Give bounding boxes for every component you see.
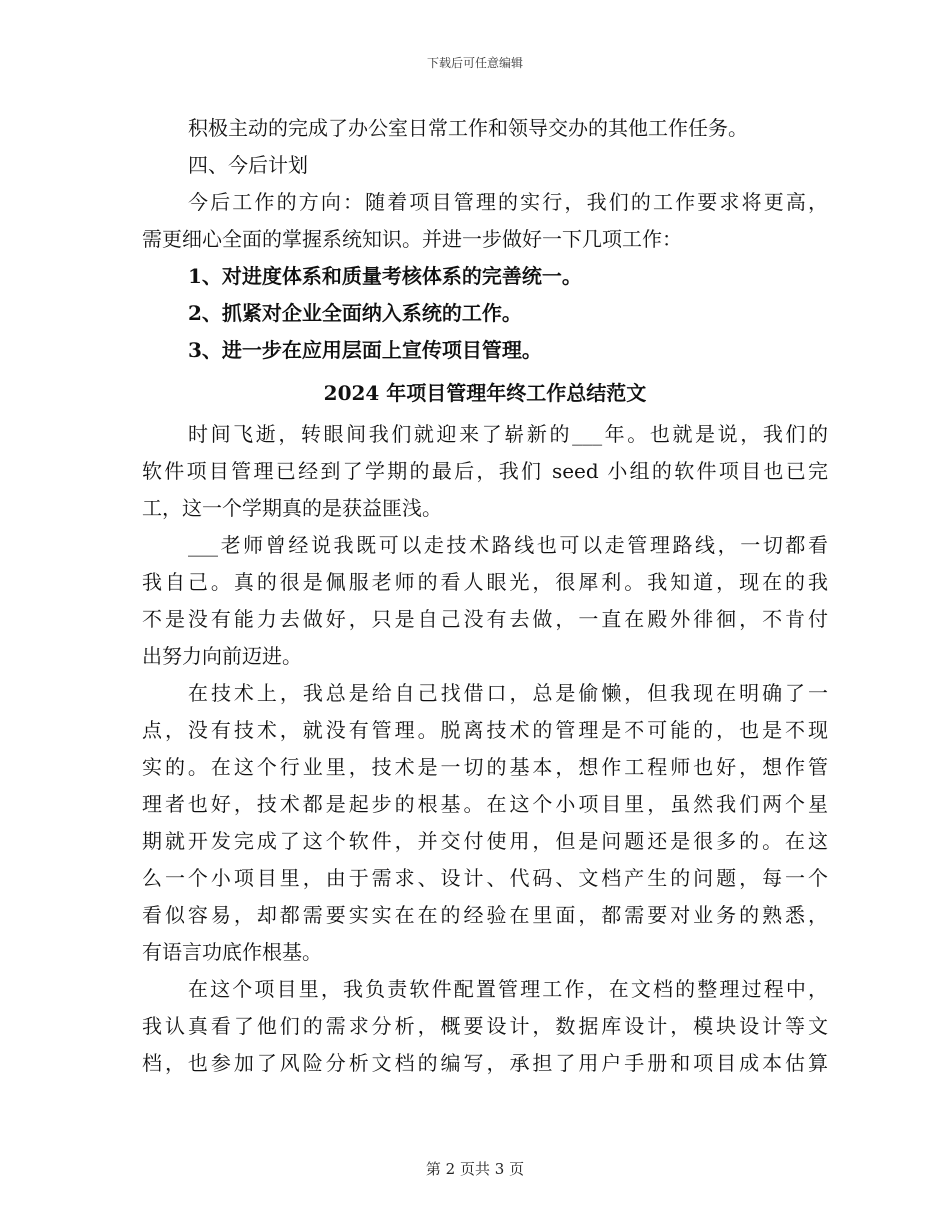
plan-item: 3、进一步在应用层面上宣传项目管理。 [188, 338, 542, 362]
paragraph-line: 工，这一个学期真的是获益匪浅。 [142, 496, 442, 520]
plan-item: 2、抓紧对企业全面纳入系统的工作。 [188, 301, 522, 325]
paragraph-line: 理者也好，技术都是起步的根基。在这个小项目里，虽然我们两个星 [142, 792, 828, 816]
paragraph-line: 我自己。真的很是佩服老师的看人眼光，很犀利。我知道，现在的我 [142, 570, 828, 594]
paragraph-line: 有语言功底作根基。 [142, 940, 322, 964]
paragraph-line: 需更细心全面的掌握系统知识。并进一步做好一下几项工作： [142, 227, 682, 251]
document-body [142, 110, 828, 1082]
page-footer: 第 2 页共 3 页 [425, 1160, 525, 1178]
document-title: 2024 年项目管理年终工作总结范文 [323, 381, 647, 405]
section-heading: 四、今后计划 [188, 153, 308, 177]
paragraph-line: 实的。在这个行业里，技术是一切的基本，想作工程师也好，想作管 [142, 755, 828, 779]
paragraph-line: 看似容易，却都需要实实在在的经验在里面，都需要对业务的熟悉， [142, 903, 828, 927]
paragraph-line: 在技术上，我总是给自己找借口，总是偷懒，但我现在明确了一 [188, 681, 828, 705]
paragraph-line: 期就开发完成了这个软件，并交付使用，但是问题还是很多的。在这 [142, 829, 828, 853]
paragraph-line: 今后工作的方向：随着项目管理的实行，我们的工作要求将更高， [188, 190, 828, 214]
paragraph-line: 软件项目管理已经到了学期的最后，我们 seed 小组的软件项目也已完 [142, 459, 828, 483]
page-header: 下载后可任意编辑 [426, 56, 523, 70]
paragraph-line: 积极主动的完成了办公室日常工作和领导交办的其他工作任务。 [188, 116, 748, 140]
paragraph-line: 么一个小项目里，由于需求、设计、代码、文档产生的问题，每一个 [142, 866, 828, 890]
paragraph-line: 在这个项目里，我负责软件配置管理工作，在文档的整理过程中， [188, 977, 828, 1001]
paragraph-line: 时间飞逝，转眼间我们就迎来了崭新的___年。也就是说，我们的 [188, 422, 828, 446]
plan-item: 1、对进度体系和质量考核体系的完善统一。 [188, 264, 582, 288]
paragraph-line: ___老师曾经说我既可以走技术路线也可以走管理路线，一切都看 [188, 533, 828, 557]
paragraph-line: 不是没有能力去做好，只是自己没有去做，一直在殿外徘徊，不肯付 [142, 607, 828, 631]
paragraph-line: 档，也参加了风险分析文档的编写，承担了用户手册和项目成本估算 [142, 1051, 828, 1075]
paragraph-line: 出努力向前迈进。 [142, 644, 302, 668]
paragraph-line: 点，没有技术，就没有管理。脱离技术的管理是不可能的，也是不现 [142, 718, 828, 742]
paragraph-line: 我认真看了他们的需求分析，概要设计，数据库设计，模块设计等文 [142, 1014, 828, 1038]
